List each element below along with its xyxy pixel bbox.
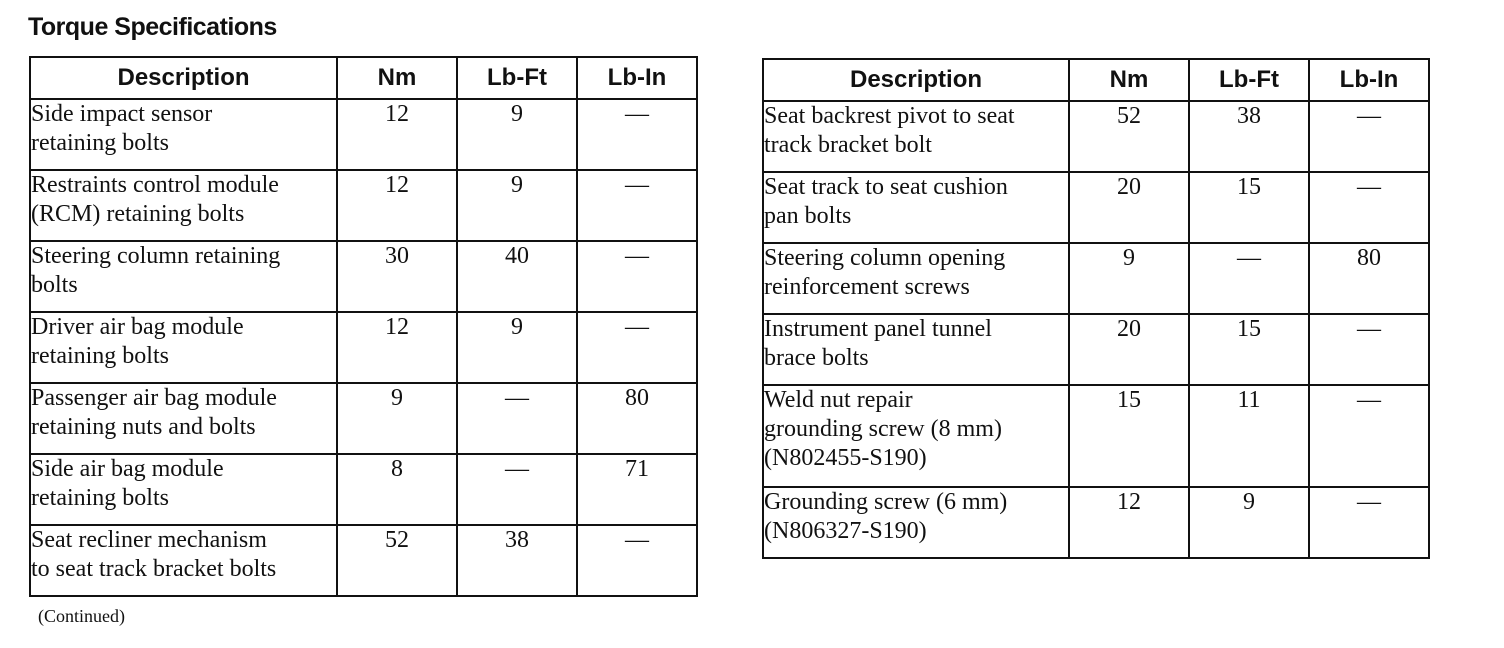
description-line: Driver air bag module	[31, 314, 244, 340]
lbin-cell: 71	[577, 454, 697, 525]
table-row	[30, 170, 697, 241]
lbft-cell: —	[457, 454, 577, 525]
table-header-row	[763, 59, 1429, 101]
description-cell	[30, 383, 337, 454]
nm-cell: 15	[1069, 385, 1189, 487]
lbin-cell: —	[1309, 314, 1429, 385]
table-row	[30, 383, 697, 454]
table-body-left	[30, 99, 697, 596]
nm-cell: 12	[337, 170, 457, 241]
nm-cell: 52	[337, 525, 457, 596]
lbft-cell: 9	[1189, 487, 1309, 558]
table-row	[30, 525, 697, 596]
lbin-cell: —	[1309, 101, 1429, 172]
description-cell	[30, 454, 337, 525]
header-nm: Nm	[1069, 59, 1189, 101]
description-line: Passenger air bag module	[31, 385, 277, 411]
lbin-cell: 80	[1309, 243, 1429, 314]
lbin-cell: —	[577, 241, 697, 312]
table-row	[763, 314, 1429, 385]
description-line: Side air bag module	[31, 456, 224, 482]
description-line: brace bolts	[764, 345, 869, 371]
table-row	[763, 487, 1429, 558]
nm-cell: 30	[337, 241, 457, 312]
lbft-cell: 40	[457, 241, 577, 312]
description-line: track bracket bolt	[764, 132, 932, 158]
table-row	[30, 454, 697, 525]
header-lbin: Lb-In	[577, 57, 697, 99]
table-row	[30, 312, 697, 383]
description-line: (N802455-S190)	[764, 445, 927, 471]
description-line: Weld nut repair	[764, 387, 913, 413]
description-line: retaining bolts	[31, 485, 169, 511]
description-line: reinforcement screws	[764, 274, 970, 300]
description-line: pan bolts	[764, 203, 852, 229]
table-row	[763, 101, 1429, 172]
lbft-cell: 11	[1189, 385, 1309, 487]
table-row	[30, 241, 697, 312]
header-lbft: Lb-Ft	[457, 57, 577, 99]
description-cell	[30, 241, 337, 312]
lbft-cell: —	[457, 383, 577, 454]
page-title: Torque Specifications	[28, 13, 277, 41]
torque-table-right	[762, 58, 1430, 559]
description-cell	[30, 170, 337, 241]
lbin-cell: —	[577, 99, 697, 170]
table-row	[763, 385, 1429, 487]
description-line: Restraints control module	[31, 172, 279, 198]
torque-table-left	[29, 56, 698, 597]
lbft-cell: 9	[457, 99, 577, 170]
description-line: Seat backrest pivot to seat	[764, 103, 1015, 129]
description-line: to seat track bracket bolts	[31, 556, 277, 582]
continued-note: (Continued)	[38, 606, 125, 626]
header-description: Description	[30, 57, 337, 99]
description-line: Side impact sensor	[31, 101, 213, 127]
description-cell	[763, 385, 1069, 487]
description-line: grounding screw (8 mm)	[764, 416, 1002, 442]
description-cell	[30, 99, 337, 170]
description-cell	[763, 172, 1069, 243]
lbin-cell: 80	[577, 383, 697, 454]
description-line: retaining nuts and bolts	[31, 414, 256, 440]
nm-cell: 12	[337, 99, 457, 170]
lbft-cell: 38	[457, 525, 577, 596]
lbft-cell: —	[1189, 243, 1309, 314]
nm-cell: 12	[1069, 487, 1189, 558]
header-nm: Nm	[337, 57, 457, 99]
lbin-cell: —	[1309, 172, 1429, 243]
nm-cell: 52	[1069, 101, 1189, 172]
lbft-cell: 15	[1189, 314, 1309, 385]
description-line: retaining bolts	[31, 130, 169, 156]
table-row	[763, 172, 1429, 243]
lbin-cell: —	[1309, 385, 1429, 487]
header-lbft: Lb-Ft	[1189, 59, 1309, 101]
header-description: Description	[763, 59, 1069, 101]
header-lbin: Lb-In	[1309, 59, 1429, 101]
lbin-cell: —	[577, 312, 697, 383]
lbft-cell: 9	[457, 170, 577, 241]
description-line: Instrument panel tunnel	[764, 316, 992, 342]
description-cell	[30, 525, 337, 596]
nm-cell: 20	[1069, 172, 1189, 243]
description-line: Steering column opening	[764, 245, 1006, 271]
table-header-row	[30, 57, 697, 99]
description-cell	[763, 101, 1069, 172]
nm-cell: 20	[1069, 314, 1189, 385]
lbin-cell: —	[1309, 487, 1429, 558]
description-line: Grounding screw (6 mm)	[764, 489, 1008, 515]
lbin-cell: —	[577, 525, 697, 596]
description-line: retaining bolts	[31, 343, 169, 369]
lbft-cell: 15	[1189, 172, 1309, 243]
nm-cell: 12	[337, 312, 457, 383]
description-line: (RCM) retaining bolts	[31, 201, 245, 227]
lbft-cell: 38	[1189, 101, 1309, 172]
description-line: Seat recliner mechanism	[31, 527, 267, 553]
description-cell	[763, 243, 1069, 314]
nm-cell: 8	[337, 454, 457, 525]
description-line: bolts	[31, 272, 78, 298]
description-cell	[763, 314, 1069, 385]
description-line: Seat track to seat cushion	[764, 174, 1008, 200]
nm-cell: 9	[1069, 243, 1189, 314]
table-row	[763, 243, 1429, 314]
table-body-right	[763, 101, 1429, 558]
table-row	[30, 99, 697, 170]
description-cell	[30, 312, 337, 383]
description-line: (N806327-S190)	[764, 518, 927, 544]
lbin-cell: —	[577, 170, 697, 241]
lbft-cell: 9	[457, 312, 577, 383]
nm-cell: 9	[337, 383, 457, 454]
description-line: Steering column retaining	[31, 243, 281, 269]
description-cell	[763, 487, 1069, 558]
